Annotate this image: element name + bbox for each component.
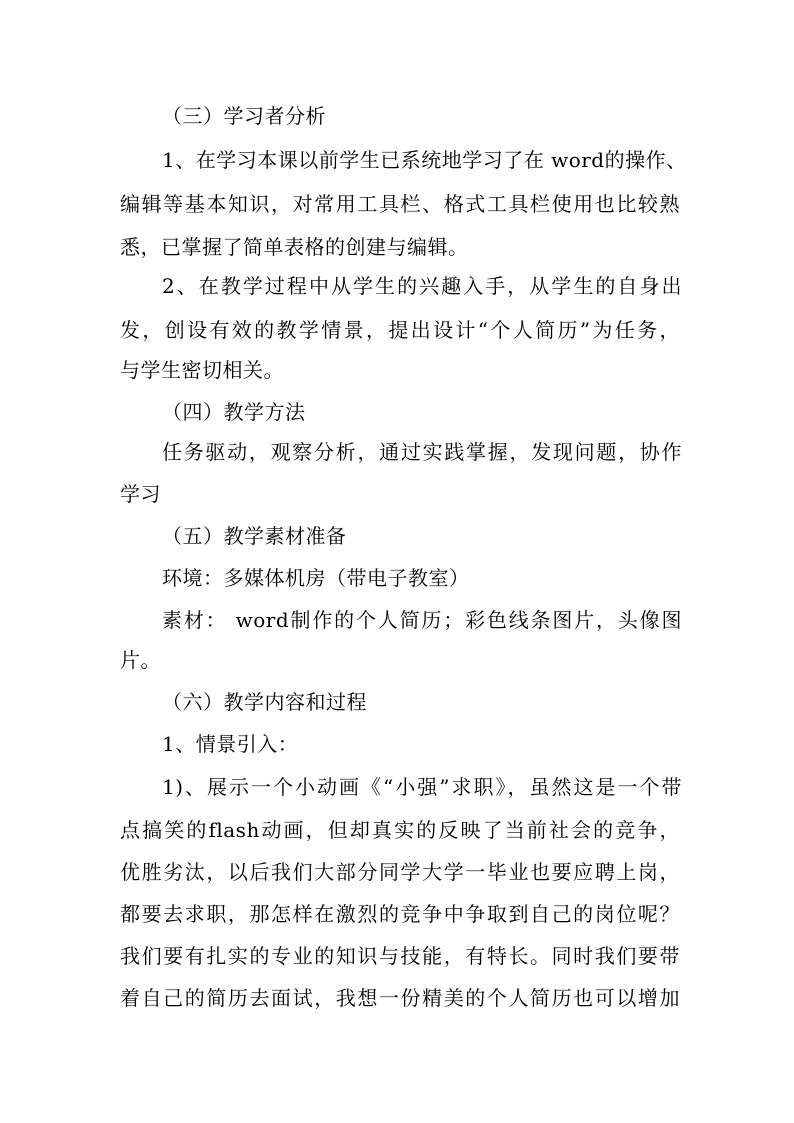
paragraph-line: 优胜劣汰，以后我们大部分同学大学一毕业也要应聘上岗， (120, 860, 680, 884)
paragraph-line: 发，创设有效的教学情景，提出设计“个人简历”为任务， (120, 318, 680, 342)
paragraph-line: 着自己的简历去面试，我想一份精美的个人简历也可以增加 (120, 986, 680, 1010)
section-heading-content-process: （六）教学内容和过程 (162, 690, 367, 714)
section-heading-materials: （五）教学素材准备 (162, 524, 347, 548)
paragraph-line: 编辑等基本知识，对常用工具栏、格式工具栏使用也比较熟 (120, 192, 680, 216)
paragraph-line: 任务驱动，观察分析，通过实践掌握，发现问题，协作 (162, 440, 682, 464)
paragraph-line: 学习 (120, 482, 161, 506)
section-heading-teaching-method: （四）教学方法 (162, 400, 306, 424)
paragraph-line: 素材： word制作的个人简历；彩色线条图片，头像图 (162, 608, 682, 632)
paragraph-line: 点搞笑的flash动画，但却真实的反映了当前社会的竞争， (120, 818, 680, 842)
section-heading-learner-analysis: （三）学习者分析 (162, 104, 326, 128)
paragraph-line: 环境：多媒体机房（带电子教室） (162, 566, 470, 590)
paragraph-line: 片。 (120, 648, 161, 672)
subheading-scenario-intro: 1、情景引入： (162, 732, 299, 756)
paragraph-line: 1)、展示一个小动画《“小强”求职》，虽然这是一个带 (162, 775, 682, 799)
paragraph-line: 2、在教学过程中从学生的兴趣入手，从学生的自身出 (162, 274, 682, 298)
paragraph-line: 1、在学习本课以前学生已系统地学习了在 word的操作、 (162, 148, 687, 172)
paragraph-line: 我们要有扎实的专业的知识与技能，有特长。同时我们要带 (120, 944, 680, 968)
paragraph-line: 悉，已掌握了简单表格的创建与编辑。 (120, 235, 469, 259)
paragraph-line: 都要去求职，那怎样在激烈的竞争中争取到自己的岗位呢？ (120, 902, 680, 926)
paragraph-line: 与学生密切相关。 (120, 358, 284, 382)
